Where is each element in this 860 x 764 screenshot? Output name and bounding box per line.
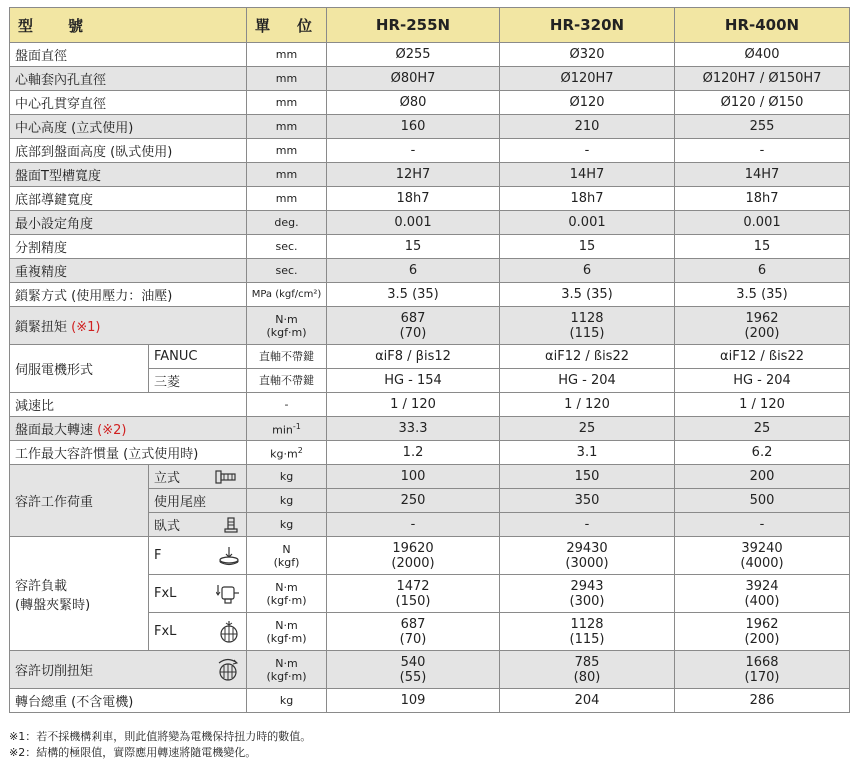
cell-value: 25: [675, 417, 850, 441]
cell-value: 1.2: [327, 441, 500, 465]
note-mark: (※2): [97, 423, 127, 438]
row-min-angle: [10, 211, 850, 235]
cell-value: 1 / 120: [675, 393, 850, 417]
row-unit: [247, 613, 327, 651]
unit-primary: N·m: [275, 580, 298, 594]
row-label: 底部導鍵寬度: [10, 187, 247, 211]
unit-base: kg·m: [270, 447, 298, 461]
cell-value: [500, 575, 675, 613]
cell-value: Ø80H7: [327, 67, 500, 91]
row-unit: [247, 651, 327, 689]
cell-value: 109: [327, 689, 500, 713]
unit-secondary: (kgf·m): [266, 325, 307, 339]
row-unit: kg: [247, 465, 327, 489]
row-max-inertia: [10, 441, 850, 465]
cell-value: 0.001: [500, 211, 675, 235]
row-reduction-ratio: [10, 393, 850, 417]
value-primary: 785: [574, 654, 600, 670]
sub-label: [149, 613, 247, 651]
row-label: 轉台總重 (不含電機): [10, 689, 247, 713]
cell-value: 3.5 (35): [327, 283, 500, 307]
row-unit: [247, 307, 327, 345]
cell-value: [327, 575, 500, 613]
cell-value: Ø400: [675, 43, 850, 67]
cell-value: Ø80: [327, 91, 500, 115]
cell-value: -: [500, 139, 675, 163]
unit-primary: N: [282, 542, 291, 556]
cell-value: 6: [675, 259, 850, 283]
sub-label-text: F: [154, 548, 162, 563]
unit-secondary: (kgf·m): [266, 593, 307, 607]
cell-value: 250: [327, 489, 500, 513]
value-secondary: (2000): [391, 555, 435, 571]
cell-value: 3.5 (35): [500, 283, 675, 307]
row-unit: deg.: [247, 211, 327, 235]
value-primary: 540: [400, 654, 426, 670]
cell-value: 18h7: [327, 187, 500, 211]
header-row: [10, 8, 850, 43]
value-secondary: (300): [569, 593, 605, 609]
unit-exponent: 2: [297, 446, 303, 456]
axial-load-icon: [218, 546, 240, 566]
unit-base: min: [272, 423, 293, 437]
cell-value: [500, 613, 675, 651]
row-unit: mm: [247, 163, 327, 187]
row-unit: [247, 575, 327, 613]
cell-value: 12H7: [327, 163, 500, 187]
row-label: 心軸套內孔直徑: [10, 67, 247, 91]
cell-value: 33.3: [327, 417, 500, 441]
cell-value: -: [327, 139, 500, 163]
cell-value: [675, 537, 850, 575]
radial-moment-icon: [218, 620, 240, 644]
row-unit: mm: [247, 43, 327, 67]
cell-value: 150: [500, 465, 675, 489]
row-unit: MPa (kgf/cm²): [247, 283, 327, 307]
row-label: 中心高度 (立式使用): [10, 115, 247, 139]
cell-value: [500, 537, 675, 575]
cell-value: [327, 307, 500, 345]
sub-label: 三菱: [149, 369, 247, 393]
value-primary: 1962: [745, 616, 779, 632]
cell-value: 0.001: [675, 211, 850, 235]
cell-value: 350: [500, 489, 675, 513]
value-primary: 3924: [745, 578, 779, 594]
unit-primary: N·m: [275, 656, 298, 670]
value-primary: 1128: [570, 616, 604, 632]
value-primary: 1668: [745, 654, 779, 670]
row-label-text: 容許負載: [15, 578, 68, 594]
value-primary: 2943: [570, 578, 604, 594]
cell-value: 160: [327, 115, 500, 139]
row-load-vertical: [10, 465, 850, 489]
row-unit: mm: [247, 187, 327, 211]
value-primary: 39240: [741, 540, 783, 556]
row-unit: sec.: [247, 259, 327, 283]
cell-value: αiF12 / ßis22: [675, 345, 850, 369]
vertical-mount-icon: [214, 469, 240, 485]
cell-value: 200: [675, 465, 850, 489]
value-secondary: (115): [569, 325, 605, 341]
row-unit: [247, 441, 327, 465]
cell-value: 15: [675, 235, 850, 259]
row-label: 中心孔貫穿直徑: [10, 91, 247, 115]
row-t-slot: [10, 163, 850, 187]
cell-value: Ø120H7: [500, 67, 675, 91]
cell-value: -: [675, 513, 850, 537]
row-label: 工作最大容許慣量 (立式使用時): [10, 441, 247, 465]
horizontal-mount-icon: [222, 516, 240, 534]
row-label: 鎖緊方式 (使用壓力：油壓): [10, 283, 247, 307]
unit-secondary: (kgf·m): [266, 631, 307, 645]
row-unit: kg: [247, 513, 327, 537]
cell-value: 0.001: [327, 211, 500, 235]
cell-value: Ø120 / Ø150: [675, 91, 850, 115]
row-unit: 直軸不帶鍵: [247, 369, 327, 393]
footnote-2: ※2：結構的極限值，實際應用轉速將隨電機變化。: [9, 746, 257, 759]
row-index-accuracy: [10, 235, 850, 259]
cell-value: Ø255: [327, 43, 500, 67]
cell-value: [675, 575, 850, 613]
cell-value: [675, 307, 850, 345]
sub-label: [149, 575, 247, 613]
cell-value: [500, 307, 675, 345]
cell-value: 15: [500, 235, 675, 259]
sub-label: [149, 537, 247, 575]
row-max-speed: [10, 417, 850, 441]
sub-label-text: FxL: [154, 586, 177, 601]
row-spindle-bore: [10, 67, 850, 91]
cell-value: 255: [675, 115, 850, 139]
row-center-height: [10, 115, 850, 139]
footnotes: [9, 729, 311, 761]
header-unit: 單 位: [247, 8, 327, 43]
cell-value: 286: [675, 689, 850, 713]
value-primary: 1962: [745, 310, 779, 326]
cell-value: αiF8 / βis12: [327, 345, 500, 369]
sub-label-text: FxL: [154, 624, 177, 639]
cutting-torque-icon: [216, 657, 240, 683]
row-unit: kg: [247, 489, 327, 513]
cell-value: 15: [327, 235, 500, 259]
cell-value: [500, 651, 675, 689]
row-label-text: 容許切削扭矩: [15, 664, 94, 679]
row-label: 重複精度: [10, 259, 247, 283]
row-clamp-method: [10, 283, 850, 307]
value-secondary: (150): [395, 593, 431, 609]
row-unit: kg: [247, 689, 327, 713]
sub-label-text: 立式: [154, 471, 181, 486]
cell-value: [327, 537, 500, 575]
cell-value: 3.5 (35): [675, 283, 850, 307]
value-secondary: (55): [399, 669, 427, 685]
row-unit: -: [247, 393, 327, 417]
cell-value: 6: [500, 259, 675, 283]
row-label: [10, 417, 247, 441]
note-mark: (※1): [71, 320, 101, 335]
row-label: 盤面T型槽寬度: [10, 163, 247, 187]
cell-value: 25: [500, 417, 675, 441]
value-secondary: (200): [744, 325, 780, 341]
cell-value: 210: [500, 115, 675, 139]
row-label-sub: (轉盤夾緊時): [15, 597, 91, 613]
row-label-text: 鎖緊扭矩: [15, 320, 68, 335]
row-unit: 直軸不帶鍵: [247, 345, 327, 369]
cell-value: 18h7: [675, 187, 850, 211]
cell-value: 6: [327, 259, 500, 283]
value-secondary: (400): [744, 593, 780, 609]
cell-value: Ø120: [500, 91, 675, 115]
sub-label: [149, 465, 247, 489]
moment-load-icon: [216, 583, 240, 605]
row-unit: mm: [247, 91, 327, 115]
row-label: [10, 537, 149, 651]
row-unit: sec.: [247, 235, 327, 259]
sub-label: FANUC: [149, 345, 247, 369]
row-label: [10, 651, 247, 689]
row-unit: mm: [247, 139, 327, 163]
cell-value: [327, 651, 500, 689]
cell-value: 14H7: [675, 163, 850, 187]
cell-value: 500: [675, 489, 850, 513]
cell-value: [675, 651, 850, 689]
row-label: 底部到盤面高度 (臥式使用): [10, 139, 247, 163]
value-secondary: (115): [569, 631, 605, 647]
footnote-1: ※1：若不採機構剎車，則此值將變為電機保持扭力時的數值。: [9, 730, 312, 743]
sub-label: 使用尾座: [149, 489, 247, 513]
spec-table: [9, 7, 850, 713]
cell-value: HG - 204: [500, 369, 675, 393]
row-label: 減速比: [10, 393, 247, 417]
row-clamp-torque: [10, 307, 850, 345]
value-primary: 687: [400, 616, 426, 632]
row-label: 容許工作荷重: [10, 465, 149, 537]
row-center-hole: [10, 91, 850, 115]
value-secondary: (70): [399, 325, 427, 341]
row-unit: [247, 537, 327, 575]
value-secondary: (80): [573, 669, 601, 685]
sub-label-text: 臥式: [154, 519, 181, 534]
cell-value: Ø320: [500, 43, 675, 67]
row-guide-key: [10, 187, 850, 211]
cell-value: -: [327, 513, 500, 537]
unit-secondary: (kgf): [273, 555, 300, 569]
cell-value: 1 / 120: [327, 393, 500, 417]
cell-value: 204: [500, 689, 675, 713]
row-label: 最小設定角度: [10, 211, 247, 235]
row-repeat-accuracy: [10, 259, 850, 283]
row-unit: mm: [247, 67, 327, 91]
row-label: 盤面直徑: [10, 43, 247, 67]
row-label: 伺服電機形式: [10, 345, 149, 393]
row-servo-fanuc: [10, 345, 850, 369]
cell-value: 100: [327, 465, 500, 489]
row-unit: mm: [247, 115, 327, 139]
value-primary: 1128: [570, 310, 604, 326]
cell-value: HG - 154: [327, 369, 500, 393]
row-table-diameter: [10, 43, 850, 67]
cell-value: [675, 613, 850, 651]
row-label: [10, 307, 247, 345]
row-label-text: 盤面最大轉速: [15, 423, 94, 438]
row-label: 分割精度: [10, 235, 247, 259]
unit-primary: N·m: [275, 618, 298, 632]
row-allow-f: [10, 537, 850, 575]
cell-value: -: [675, 139, 850, 163]
value-primary: 687: [400, 310, 426, 326]
cell-value: -: [500, 513, 675, 537]
header-model: 型 號: [10, 8, 247, 43]
row-base-height: [10, 139, 850, 163]
header-model-1: HR-255N: [327, 8, 500, 43]
unit-exponent: -1: [292, 422, 301, 432]
cell-value: 14H7: [500, 163, 675, 187]
cell-value: Ø120H7 / Ø150H7: [675, 67, 850, 91]
cell-value: 1 / 120: [500, 393, 675, 417]
row-total-weight: [10, 689, 850, 713]
value-secondary: (4000): [740, 555, 784, 571]
header-model-3: HR-400N: [675, 8, 850, 43]
cell-value: 3.1: [500, 441, 675, 465]
value-secondary: (70): [399, 631, 427, 647]
value-primary: 19620: [392, 540, 434, 556]
row-unit: [247, 417, 327, 441]
value-primary: 29430: [566, 540, 608, 556]
unit-primary: N·m: [275, 312, 298, 326]
sub-label: [149, 513, 247, 537]
header-model-2: HR-320N: [500, 8, 675, 43]
cell-value: [327, 613, 500, 651]
cell-value: αiF12 / ßis22: [500, 345, 675, 369]
value-primary: 1472: [396, 578, 430, 594]
cell-value: 18h7: [500, 187, 675, 211]
unit-secondary: (kgf·m): [266, 669, 307, 683]
value-secondary: (3000): [565, 555, 609, 571]
cell-value: 6.2: [675, 441, 850, 465]
row-cutting-torque: [10, 651, 850, 689]
value-secondary: (170): [744, 669, 780, 685]
cell-value: HG - 204: [675, 369, 850, 393]
value-secondary: (200): [744, 631, 780, 647]
